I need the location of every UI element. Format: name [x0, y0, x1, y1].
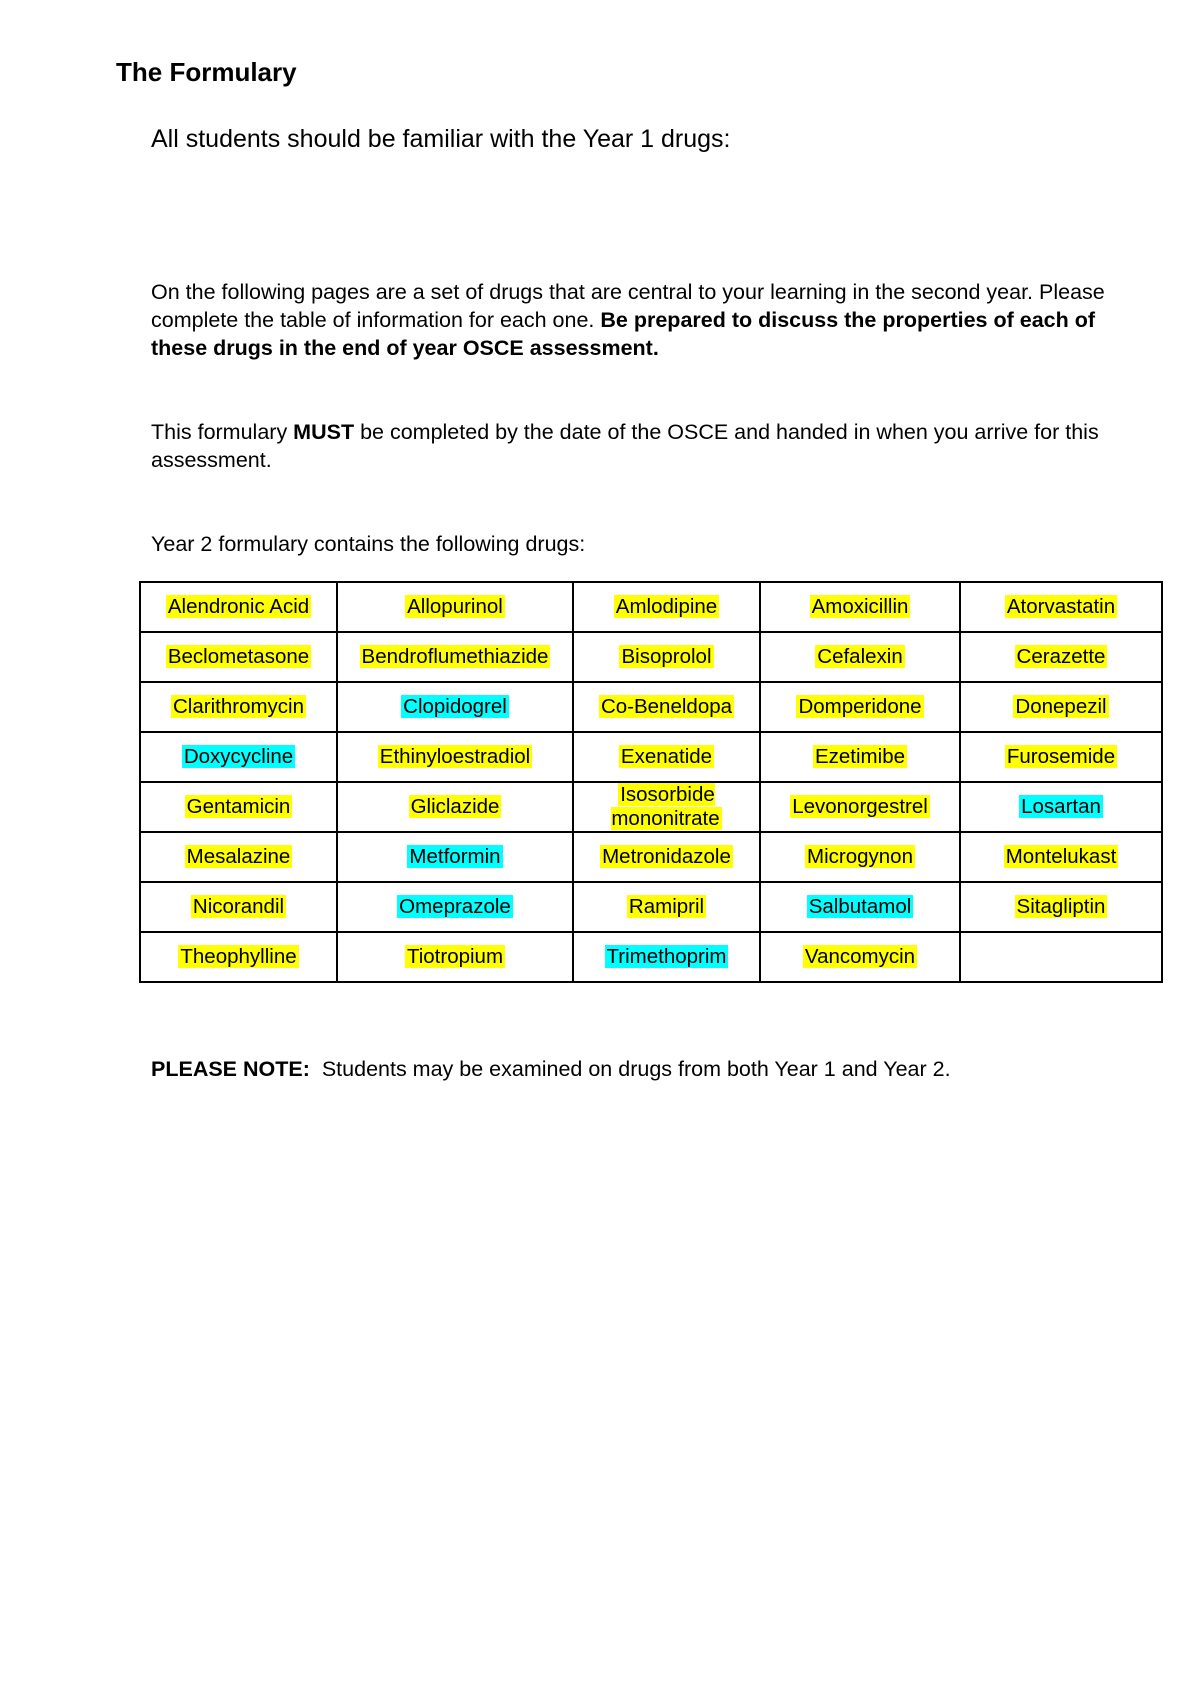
drug-name: Domperidone [798, 695, 922, 718]
drug-cell [573, 682, 760, 732]
drug-name: Bisoprolol [621, 645, 712, 668]
drug-name: Beclometasone [167, 645, 310, 668]
drug-name: Sitagliptin [1016, 895, 1106, 918]
drug-cell [573, 882, 760, 932]
drug-cell [960, 632, 1162, 682]
drug-cell [573, 782, 760, 832]
drug-table [139, 581, 1163, 983]
drug-cell [760, 782, 960, 832]
drug-cell [760, 932, 960, 982]
drug-cell [960, 932, 1162, 982]
drug-cell [760, 732, 960, 782]
drug-cell [337, 932, 573, 982]
drug-cell [960, 732, 1162, 782]
drug-name: Bendroflumethiazide [361, 645, 549, 668]
drug-cell [140, 682, 337, 732]
drug-cell [960, 782, 1162, 832]
drug-cell [760, 882, 960, 932]
table-row [140, 882, 1162, 932]
drug-cell [960, 882, 1162, 932]
drug-cell [960, 682, 1162, 732]
drug-name [1059, 945, 1063, 968]
drug-cell [573, 932, 760, 982]
completion-paragraph [151, 418, 1111, 474]
drug-name: Losartan [1021, 795, 1101, 818]
drug-name: Microgynon [807, 845, 913, 868]
drug-cell [140, 882, 337, 932]
completion-text-after: be completed by the date of the OSCE and handed in when you arrive for this assessment. [151, 420, 1099, 472]
drug-name: Gentamicin [186, 795, 291, 818]
drug-name: Levonorgestrel [792, 795, 928, 818]
drug-name: Vancomycin [804, 945, 916, 968]
table-row [140, 832, 1162, 882]
drug-name: Gliclazide [410, 795, 500, 818]
drug-cell [760, 832, 960, 882]
table-row [140, 682, 1162, 732]
drug-name: Clopidogrel [403, 695, 507, 718]
drug-cell [760, 632, 960, 682]
drug-cell [760, 682, 960, 732]
drug-name: Metronidazole [602, 845, 731, 868]
drug-table-body [140, 582, 1162, 982]
drug-name: Amlodipine [615, 595, 718, 618]
drug-cell [140, 632, 337, 682]
drug-name: Nicorandil [192, 895, 285, 918]
intro-text: On the following pages are a set of drugs that are central to your learning in the second year. Please complete the table of information for each one. [151, 280, 1105, 332]
drug-name: Allopurinol [407, 595, 503, 618]
drug-cell [140, 582, 337, 632]
drug-cell [337, 632, 573, 682]
drug-name: Atorvastatin [1006, 595, 1116, 618]
drug-name: Mesalazine [186, 845, 291, 868]
year1-subtitle: All students should be familiar with the Year 1 drugs: [151, 125, 731, 153]
drug-cell [140, 782, 337, 832]
drug-cell [573, 632, 760, 682]
drug-cell [337, 782, 573, 832]
drug-cell [960, 582, 1162, 632]
drug-cell [337, 832, 573, 882]
table-row [140, 632, 1162, 682]
drug-cell [140, 832, 337, 882]
completion-must: MUST [293, 420, 355, 444]
please-note-label: PLEASE NOTE: [151, 1057, 310, 1081]
drug-cell [960, 832, 1162, 882]
drug-name: Ramipril [628, 895, 705, 918]
page-title: The Formulary [116, 57, 297, 87]
drug-cell [337, 732, 573, 782]
drug-name: Salbutamol [808, 895, 912, 918]
intro-bold-text: Be prepared to discuss the properties of each of these drugs in the end of year OSCE assessment. [151, 308, 1096, 360]
drug-name: Metformin [409, 845, 501, 868]
drug-name: Amoxicillin [811, 595, 909, 618]
please-note-text: Students may be examined on drugs from both Year 1 and Year 2. [309, 1057, 951, 1081]
drug-name: Montelukast [1005, 845, 1117, 868]
drug-cell [140, 732, 337, 782]
drug-cell [337, 882, 573, 932]
drug-cell [760, 582, 960, 632]
drug-name: Ezetimibe [814, 745, 905, 768]
table-row [140, 782, 1162, 832]
drug-name: Co-Beneldopa [600, 695, 733, 718]
drug-name: Alendronic Acid [167, 595, 310, 618]
drug-cell [573, 582, 760, 632]
intro-paragraph [151, 278, 1111, 362]
drug-cell [140, 932, 337, 982]
completion-text-before: This formulary [151, 420, 294, 444]
drug-name: Ethinyloestradiol [379, 745, 531, 768]
drug-name: Trimethoprim [606, 945, 727, 968]
drug-cell [573, 832, 760, 882]
table-row [140, 582, 1162, 632]
drug-name: Donepezil [1015, 695, 1107, 718]
drug-name: Tiotropium [406, 945, 504, 968]
drug-name: Omeprazole [399, 895, 511, 918]
drug-name: Clarithromycin [173, 695, 304, 718]
drug-name: Cefalexin [817, 645, 903, 668]
drug-cell [337, 582, 573, 632]
table-row [140, 732, 1162, 782]
drug-name: Doxycycline [183, 745, 294, 768]
drug-cell [573, 732, 760, 782]
drug-name: Isosorbide mononitrate [611, 783, 720, 830]
drug-name: Cerazette [1016, 645, 1106, 668]
drug-cell [337, 682, 573, 732]
table-row [140, 932, 1162, 982]
year2-intro: Year 2 formulary contains the following drugs: [151, 532, 586, 556]
drug-name: Theophylline [180, 945, 297, 968]
please-note [151, 1055, 1111, 1083]
drug-name: Furosemide [1006, 745, 1116, 768]
drug-name: Exenatide [620, 745, 713, 768]
